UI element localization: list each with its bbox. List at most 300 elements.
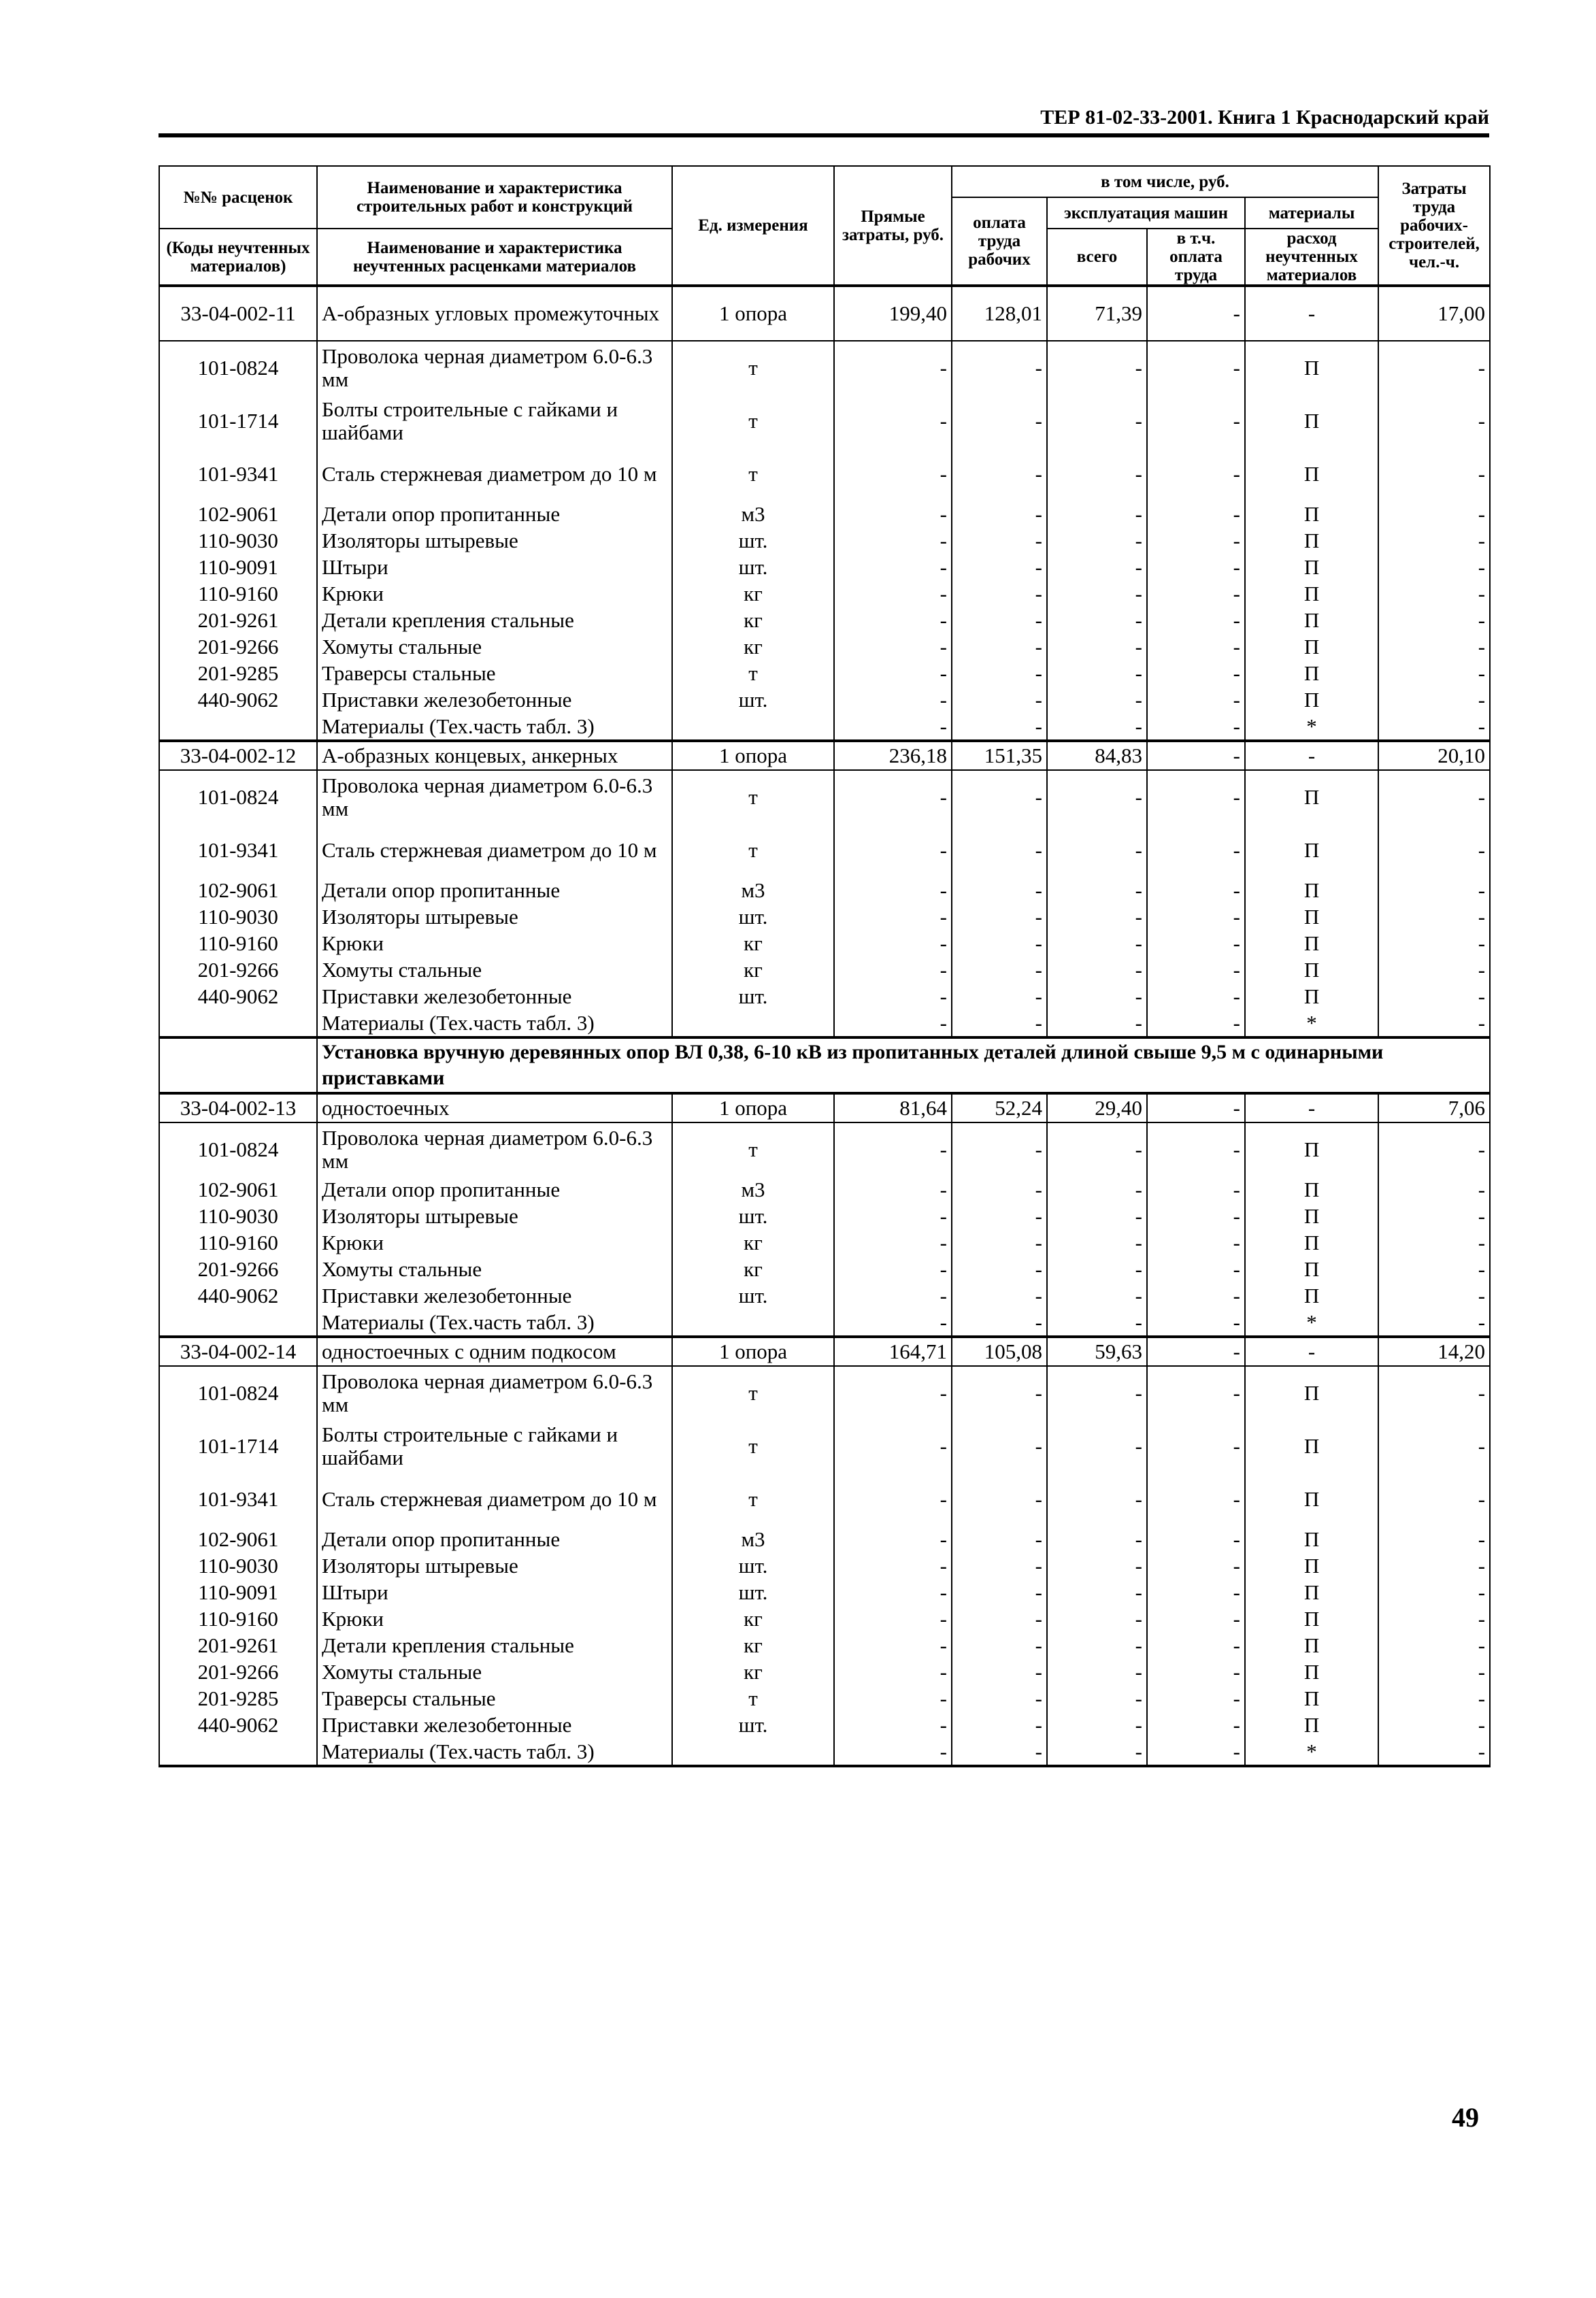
machines-labor-pay: - (1147, 1738, 1245, 1766)
material-row (159, 395, 1490, 448)
rate-code: 110-9030 (159, 527, 317, 554)
labor-pay: - (952, 1632, 1047, 1659)
machines-labor-pay: - (1147, 448, 1245, 501)
rate-unit: кг (672, 956, 834, 983)
labor-hours: - (1378, 1659, 1490, 1685)
materials-mark: * (1245, 1309, 1378, 1337)
rate-unit: т (672, 1122, 834, 1176)
labor-pay: - (952, 1256, 1047, 1282)
materials-mark: П (1245, 1176, 1378, 1203)
machines-labor-pay: - (1147, 1122, 1245, 1176)
rate-unit: 1 опора (672, 286, 834, 341)
rate-unit: шт. (672, 1579, 834, 1605)
col-machines-labor-header: в т.ч. оплата труда (1147, 229, 1245, 286)
rate-code: 101-0824 (159, 1122, 317, 1176)
labor-pay: - (952, 448, 1047, 501)
rate-unit: кг (672, 1659, 834, 1685)
rate-name: Приставки железобетонные (317, 1282, 672, 1309)
materials-mark: П (1245, 930, 1378, 956)
machines-labor-pay: - (1147, 660, 1245, 686)
section-blank-cell (159, 1037, 317, 1093)
rate-code: 201-9285 (159, 660, 317, 686)
rate-unit: т (672, 1685, 834, 1712)
labor-pay: - (952, 501, 1047, 527)
machines-total: - (1047, 1309, 1147, 1337)
material-row (159, 1473, 1490, 1526)
rate-code: 33-04-002-12 (159, 741, 317, 770)
rate-name: А-образных концевых, анкерных (317, 741, 672, 770)
direct-cost: - (834, 1122, 952, 1176)
material-row (159, 956, 1490, 983)
machines-total: - (1047, 580, 1147, 607)
rate-unit: т (672, 395, 834, 448)
direct-cost: - (834, 1552, 952, 1579)
material-row (159, 903, 1490, 930)
labor-pay: - (952, 983, 1047, 1010)
labor-pay: 151,35 (952, 741, 1047, 770)
rate-name: Крюки (317, 1229, 672, 1256)
materials-mark: П (1245, 1229, 1378, 1256)
rate-name: Крюки (317, 1605, 672, 1632)
rate-code: 33-04-002-13 (159, 1093, 317, 1122)
machines-total: - (1047, 956, 1147, 983)
machines-labor-pay: - (1147, 580, 1245, 607)
rate-code: 110-9030 (159, 903, 317, 930)
rate-name: А-образных угловых промежуточных (317, 286, 672, 341)
direct-cost: 199,40 (834, 286, 952, 341)
rate-unit (672, 1738, 834, 1766)
direct-cost: - (834, 877, 952, 903)
direct-cost: - (834, 1366, 952, 1420)
rate-unit: шт. (672, 1552, 834, 1579)
rate-code: 33-04-002-14 (159, 1337, 317, 1366)
direct-cost: - (834, 1229, 952, 1256)
rate-name: Сталь стержневая диаметром до 10 м (317, 824, 672, 877)
materials-mark: * (1245, 1738, 1378, 1766)
material-row (159, 554, 1490, 580)
machines-total: - (1047, 1010, 1147, 1037)
labor-hours: - (1378, 956, 1490, 983)
rate-unit: т (672, 341, 834, 395)
machines-total: - (1047, 633, 1147, 660)
materials-mark: П (1245, 660, 1378, 686)
machines-labor-pay: - (1147, 1579, 1245, 1605)
labor-pay: - (952, 395, 1047, 448)
rate-code: 33-04-002-11 (159, 286, 317, 341)
rate-code: 110-9160 (159, 1229, 317, 1256)
materials-mark: П (1245, 341, 1378, 395)
machines-labor-pay: - (1147, 527, 1245, 554)
machines-total: 29,40 (1047, 1093, 1147, 1122)
rate-code: 201-9266 (159, 1659, 317, 1685)
labor-hours: - (1378, 1229, 1490, 1256)
direct-cost: - (834, 607, 952, 633)
labor-pay: - (952, 1282, 1047, 1309)
rate-unit: м3 (672, 877, 834, 903)
machines-labor-pay: - (1147, 1203, 1245, 1229)
rate-code (159, 713, 317, 741)
rate-unit: шт. (672, 527, 834, 554)
machines-labor-pay: - (1147, 554, 1245, 580)
labor-pay: 105,08 (952, 1337, 1047, 1366)
labor-pay: - (952, 877, 1047, 903)
labor-hours: - (1378, 1309, 1490, 1337)
direct-cost: - (834, 1526, 952, 1552)
col-materials-sub-header: расход неучтенных материалов (1245, 229, 1378, 286)
labor-hours: - (1378, 660, 1490, 686)
rate-name: Проволока черная диаметром 6.0-6.3 мм (317, 1122, 672, 1176)
rate-name: Приставки железобетонные (317, 983, 672, 1010)
direct-cost: - (834, 341, 952, 395)
material-row (159, 580, 1490, 607)
machines-labor-pay: - (1147, 286, 1245, 341)
direct-cost: - (834, 527, 952, 554)
machines-total: - (1047, 983, 1147, 1010)
rate-unit: кг (672, 1256, 834, 1282)
machines-total: - (1047, 660, 1147, 686)
rate-unit: шт. (672, 686, 834, 713)
rate-name: Детали опор пропитанные (317, 501, 672, 527)
rate-code: 440-9062 (159, 686, 317, 713)
rate-name: Детали опор пропитанные (317, 1526, 672, 1552)
rate-unit: шт. (672, 554, 834, 580)
rate-name: Хомуты стальные (317, 1256, 672, 1282)
direct-cost: - (834, 983, 952, 1010)
direct-cost: - (834, 1309, 952, 1337)
machines-total: - (1047, 1579, 1147, 1605)
machines-total: - (1047, 713, 1147, 741)
material-row (159, 1552, 1490, 1579)
rate-unit: т (672, 824, 834, 877)
material-row (159, 1176, 1490, 1203)
machines-labor-pay: - (1147, 983, 1245, 1010)
rate-unit: шт. (672, 1203, 834, 1229)
rate-code (159, 1010, 317, 1037)
machines-total: - (1047, 501, 1147, 527)
material-row (159, 1203, 1490, 1229)
machines-labor-pay: - (1147, 956, 1245, 983)
direct-cost: - (834, 770, 952, 824)
rate-name: Болты строительные с гайками и шайбами (317, 395, 672, 448)
labor-pay: - (952, 1473, 1047, 1526)
direct-cost: - (834, 713, 952, 741)
materials-mark: П (1245, 824, 1378, 877)
labor-hours: - (1378, 1685, 1490, 1712)
machines-total: - (1047, 448, 1147, 501)
labor-pay: - (952, 1552, 1047, 1579)
rate-name: Материалы (Тех.часть табл. 3) (317, 1309, 672, 1337)
rate-code: 101-0824 (159, 770, 317, 824)
material-row (159, 341, 1490, 395)
rate-unit: т (672, 1366, 834, 1420)
materials-mark: П (1245, 501, 1378, 527)
rate-name: Проволока черная диаметром 6.0-6.3 мм (317, 341, 672, 395)
machines-total: - (1047, 1632, 1147, 1659)
col-incl-header: в том числе, руб. (952, 166, 1378, 197)
rate-name: Крюки (317, 580, 672, 607)
rate-name: Хомуты стальные (317, 956, 672, 983)
machines-total: - (1047, 1203, 1147, 1229)
rate-name: Проволока черная диаметром 6.0-6.3 мм (317, 770, 672, 824)
material-row (159, 824, 1490, 877)
direct-cost: - (834, 1659, 952, 1685)
labor-hours: 20,10 (1378, 741, 1490, 770)
machines-labor-pay: - (1147, 1229, 1245, 1256)
rate-name: Изоляторы штыревые (317, 1203, 672, 1229)
machines-total: - (1047, 824, 1147, 877)
materials-mark: П (1245, 1579, 1378, 1605)
material-row (159, 1256, 1490, 1282)
labor-hours: 17,00 (1378, 286, 1490, 341)
labor-pay: - (952, 633, 1047, 660)
materials-mark: П (1245, 686, 1378, 713)
machines-labor-pay: - (1147, 1632, 1245, 1659)
labor-pay: - (952, 930, 1047, 956)
material-row (159, 1579, 1490, 1605)
machines-labor-pay: - (1147, 341, 1245, 395)
materials-mark: П (1245, 527, 1378, 554)
direct-cost: - (834, 1632, 952, 1659)
labor-hours: - (1378, 607, 1490, 633)
labor-hours: - (1378, 770, 1490, 824)
rate-unit: шт. (672, 903, 834, 930)
col-code-header: №№ расценок (159, 166, 317, 229)
rate-unit: т (672, 660, 834, 686)
labor-hours: - (1378, 1366, 1490, 1420)
direct-cost: 164,71 (834, 1337, 952, 1366)
machines-total: 71,39 (1047, 286, 1147, 341)
labor-hours: - (1378, 527, 1490, 554)
col-code-sub-header: (Коды неучтенных материалов) (159, 229, 317, 286)
machines-total: - (1047, 903, 1147, 930)
rate-name: Детали крепления стальные (317, 1632, 672, 1659)
rate-name: Траверсы стальные (317, 1685, 672, 1712)
labor-pay: - (952, 1010, 1047, 1037)
rate-code: 101-0824 (159, 1366, 317, 1420)
rate-name: Болты строительные с гайками и шайбами (317, 1420, 672, 1473)
labor-hours: - (1378, 1256, 1490, 1282)
rate-code: 102-9061 (159, 877, 317, 903)
materials-mark: П (1245, 1632, 1378, 1659)
direct-cost: - (834, 1605, 952, 1632)
direct-cost: 81,64 (834, 1093, 952, 1122)
rate-code: 110-9091 (159, 1579, 317, 1605)
rate-name: Приставки железобетонные (317, 1712, 672, 1738)
rate-name: Штыри (317, 1579, 672, 1605)
rate-unit: кг (672, 930, 834, 956)
col-name-sub-header: Наименование и характеристика неучтенных расценками материалов (317, 229, 672, 286)
machines-labor-pay: - (1147, 713, 1245, 741)
direct-cost: - (834, 580, 952, 607)
materials-mark: - (1245, 1093, 1378, 1122)
machines-labor-pay: - (1147, 1176, 1245, 1203)
rate-name: Крюки (317, 930, 672, 956)
machines-labor-pay: - (1147, 1309, 1245, 1337)
machines-total: - (1047, 1605, 1147, 1632)
direct-cost: - (834, 554, 952, 580)
rate-unit: кг (672, 607, 834, 633)
rate-unit: кг (672, 580, 834, 607)
col-machines-total-header: всего (1047, 229, 1147, 286)
col-materials-header: материалы (1245, 197, 1378, 229)
machines-total: - (1047, 1712, 1147, 1738)
machines-labor-pay: - (1147, 1712, 1245, 1738)
machines-labor-pay: - (1147, 1659, 1245, 1685)
labor-pay: 128,01 (952, 286, 1047, 341)
materials-mark: * (1245, 713, 1378, 741)
material-row (159, 633, 1490, 660)
labor-pay: - (952, 341, 1047, 395)
machines-total: - (1047, 1738, 1147, 1766)
rate-unit: т (672, 770, 834, 824)
materials-mark: П (1245, 580, 1378, 607)
labor-pay: - (952, 1712, 1047, 1738)
direct-cost: - (834, 824, 952, 877)
machines-labor-pay: - (1147, 824, 1245, 877)
labor-pay: - (952, 713, 1047, 741)
material-row (159, 1685, 1490, 1712)
labor-hours: - (1378, 501, 1490, 527)
header-rule (159, 133, 1489, 137)
labor-hours: - (1378, 341, 1490, 395)
machines-labor-pay: - (1147, 1473, 1245, 1526)
machines-total: - (1047, 607, 1147, 633)
labor-hours: - (1378, 877, 1490, 903)
rate-row (159, 741, 1490, 770)
rate-unit: кг (672, 1229, 834, 1256)
labor-pay: - (952, 770, 1047, 824)
materials-mark: П (1245, 554, 1378, 580)
labor-pay: - (952, 1122, 1047, 1176)
rate-name: Детали опор пропитанные (317, 1176, 672, 1203)
machines-labor-pay: - (1147, 1256, 1245, 1282)
materials-mark: П (1245, 877, 1378, 903)
machines-total: - (1047, 770, 1147, 824)
rate-code: 440-9062 (159, 1282, 317, 1309)
rate-unit: т (672, 448, 834, 501)
machines-labor-pay: - (1147, 1605, 1245, 1632)
rate-name: Материалы (Тех.часть табл. 3) (317, 1010, 672, 1037)
direct-cost: - (834, 395, 952, 448)
labor-hours: - (1378, 1579, 1490, 1605)
labor-hours: - (1378, 1632, 1490, 1659)
rate-code: 101-1714 (159, 1420, 317, 1473)
direct-cost: 236,18 (834, 741, 952, 770)
materials-mark: П (1245, 983, 1378, 1010)
material-row (159, 1366, 1490, 1420)
rate-unit: м3 (672, 501, 834, 527)
machines-labor-pay: - (1147, 501, 1245, 527)
labor-hours: - (1378, 1282, 1490, 1309)
labor-pay: - (952, 607, 1047, 633)
labor-hours: 14,20 (1378, 1337, 1490, 1366)
rate-code: 101-9341 (159, 1473, 317, 1526)
material-row (159, 607, 1490, 633)
labor-pay: - (952, 1685, 1047, 1712)
labor-hours: - (1378, 824, 1490, 877)
machines-total: - (1047, 930, 1147, 956)
rate-unit: м3 (672, 1526, 834, 1552)
col-labor-header: Затраты труда рабочих-строителей, чел.-ч. (1378, 166, 1490, 286)
material-row (159, 713, 1490, 741)
machines-total: - (1047, 1685, 1147, 1712)
material-row (159, 983, 1490, 1010)
col-pay-header: оплата труда рабочих (952, 197, 1047, 286)
direct-cost: - (834, 1473, 952, 1526)
labor-pay: - (952, 1176, 1047, 1203)
material-row (159, 686, 1490, 713)
labor-hours: - (1378, 1605, 1490, 1632)
rate-code: 101-0824 (159, 341, 317, 395)
rate-code: 201-9266 (159, 1256, 317, 1282)
machines-total: - (1047, 1256, 1147, 1282)
labor-pay: - (952, 1366, 1047, 1420)
machines-labor-pay: - (1147, 1010, 1245, 1037)
rates-table (159, 165, 1491, 1767)
direct-cost: - (834, 1203, 952, 1229)
materials-mark: П (1245, 1659, 1378, 1685)
machines-total: - (1047, 1420, 1147, 1473)
rate-name: Изоляторы штыревые (317, 903, 672, 930)
direct-cost: - (834, 448, 952, 501)
direct-cost: - (834, 930, 952, 956)
col-unit-header: Ед. измерения (672, 166, 834, 286)
materials-mark: П (1245, 1712, 1378, 1738)
direct-cost: - (834, 1010, 952, 1037)
labor-pay: - (952, 1203, 1047, 1229)
labor-pay: 52,24 (952, 1093, 1047, 1122)
rate-code (159, 1738, 317, 1766)
labor-hours: - (1378, 930, 1490, 956)
direct-cost: - (834, 1738, 952, 1766)
rate-row (159, 286, 1490, 341)
rate-unit: шт. (672, 1282, 834, 1309)
materials-mark: П (1245, 1366, 1378, 1420)
rate-name: Хомуты стальные (317, 633, 672, 660)
material-row (159, 1526, 1490, 1552)
rate-code: 440-9062 (159, 983, 317, 1010)
machines-labor-pay: - (1147, 1093, 1245, 1122)
rate-name: Материалы (Тех.часть табл. 3) (317, 713, 672, 741)
labor-hours: - (1378, 713, 1490, 741)
labor-hours: - (1378, 395, 1490, 448)
materials-mark: П (1245, 633, 1378, 660)
material-row (159, 1420, 1490, 1473)
direct-cost: - (834, 1712, 952, 1738)
labor-pay: - (952, 824, 1047, 877)
materials-mark: П (1245, 770, 1378, 824)
machines-total: - (1047, 527, 1147, 554)
rate-code: 101-9341 (159, 824, 317, 877)
labor-pay: - (952, 1420, 1047, 1473)
material-row (159, 1738, 1490, 1766)
machines-labor-pay: - (1147, 930, 1245, 956)
material-row (159, 877, 1490, 903)
rate-code: 201-9261 (159, 607, 317, 633)
materials-mark: - (1245, 741, 1378, 770)
material-row (159, 770, 1490, 824)
rate-name: Приставки железобетонные (317, 686, 672, 713)
material-row (159, 448, 1490, 501)
rate-name: Сталь стержневая диаметром до 10 м (317, 448, 672, 501)
rate-code: 110-9030 (159, 1552, 317, 1579)
rate-code: 201-9285 (159, 1685, 317, 1712)
direct-cost: - (834, 1685, 952, 1712)
labor-pay: - (952, 580, 1047, 607)
machines-total: - (1047, 1552, 1147, 1579)
material-row (159, 1605, 1490, 1632)
labor-hours: - (1378, 554, 1490, 580)
